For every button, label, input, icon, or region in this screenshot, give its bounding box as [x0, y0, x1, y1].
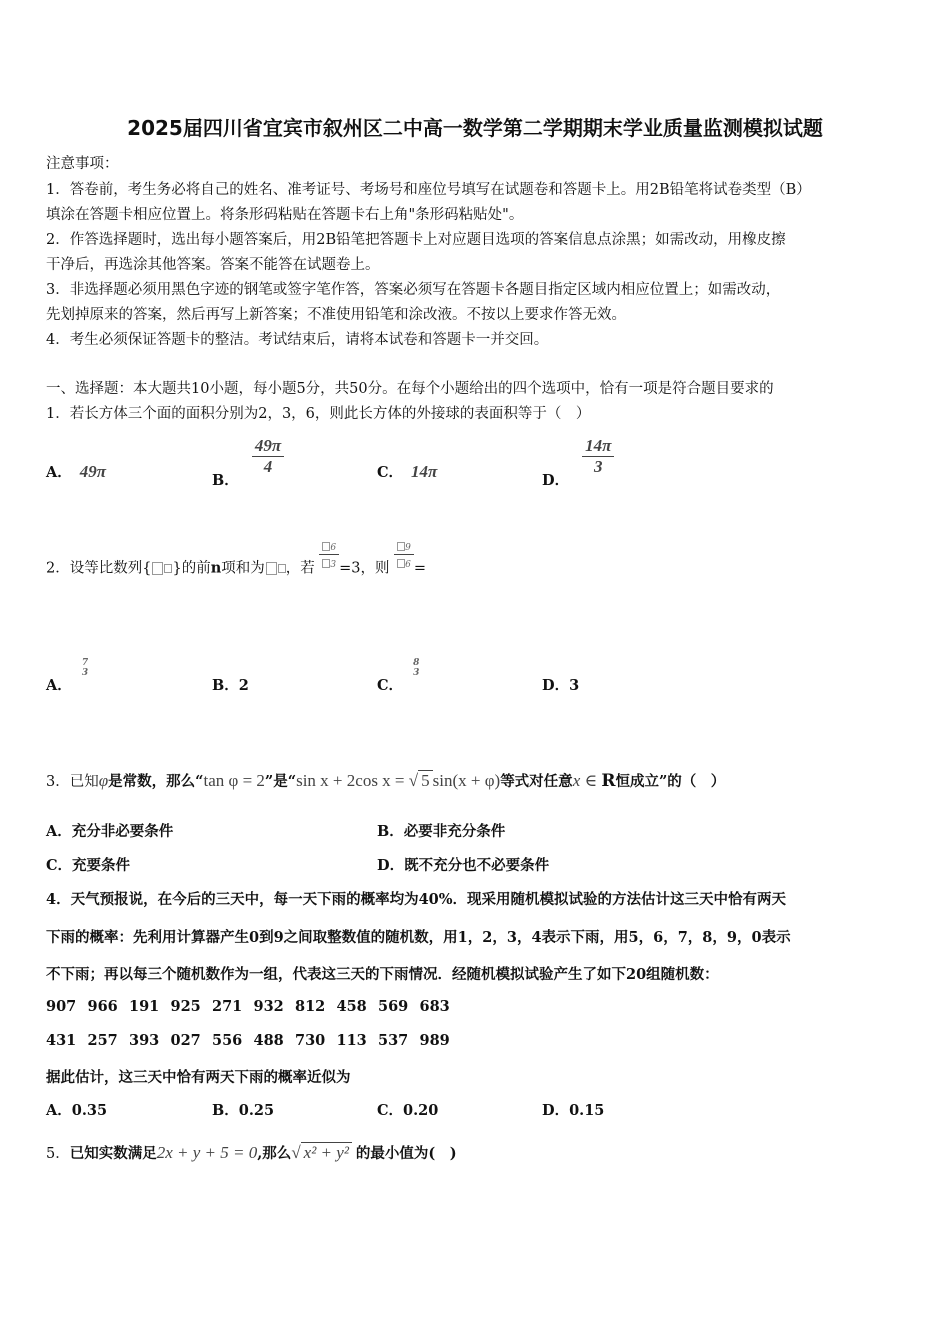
q4-line-3: 不下雨；再以每三个随机数作为一组，代表这三天的下雨情况．经随机模拟试验产生了如下20组随机数：	[46, 966, 719, 983]
q3-option-d: D．既不充分也不必要条件	[377, 857, 550, 874]
q3-option-c: C．充要条件	[46, 857, 131, 874]
notice-line-5: 3．非选择题必须用黑色字迹的钢笔或签字笔作答，答案必须写在答题卡各题目指定区域内相应位置上；如需改动，	[46, 282, 781, 298]
q1-option-a: A． 49π	[46, 462, 107, 481]
q2-option-b: B．2	[212, 677, 249, 694]
q1-option-d: D． $\frac{14\pi}{3}$	[542, 436, 614, 477]
q4-option-a: A．0.35	[46, 1102, 108, 1119]
q2-stem: 2．设等比数列{ }的前n项和为 ，若 $\frac{6}{3}$ =3，则 $\frac{9}{6}$ =	[46, 552, 426, 585]
q4-option-d: D．0.15	[542, 1102, 605, 1119]
q4-number-row-2: 431 257 393 027 556 488 730 113 537 989	[46, 1032, 450, 1049]
q1-option-b: B． $\frac{49\pi}{4}$	[212, 436, 284, 477]
notice-line-6: 先划掉原来的答案，然后再写上新答案；不准使用铅笔和涂改液。不按以上要求作答无效。	[46, 307, 626, 323]
section-heading: 一、选择题：本大题共10小题，每小题5分，共50分。在每个小题给出的四个选项中，恰有一项是符合题目要求的	[46, 381, 774, 397]
q5-stem: 5．已知实数满足2x + y + 5 = 0,那么√ x² + y² 的最小值为( )	[46, 1143, 457, 1162]
q1-option-c: C． 14π	[377, 462, 438, 481]
q3-option-b: B．必要非充分条件	[377, 823, 506, 840]
notice-line-3: 2．作答选择题时，选出每小题答案后，用2B铅笔把答题卡上对应题目选项的答案信息点涂黑；如需改动，用橡皮擦	[46, 232, 786, 248]
q3-option-a: A．充分非必要条件	[46, 823, 174, 840]
placeholder-box	[266, 562, 277, 575]
q1-stem: 1．若长方体三个面的面积分别为2，3，6，则此长方体的外接球的表面积等于（ ）	[46, 406, 591, 422]
page-title: 2025届四川省宜宾市叙州区二中高一数学第二学期期末学业质量监测模拟试题	[127, 116, 823, 140]
q4-number-row-1: 907 966 191 925 271 932 812 458 569 683	[46, 998, 450, 1015]
notice-line-4: 干净后，再选涂其他答案。答案不能答在试题卷上。	[46, 257, 380, 273]
q4-option-b: B．0.25	[212, 1102, 275, 1119]
q4-option-c: C．0.20	[377, 1102, 439, 1119]
q4-line-1: 4．天气预报说，在今后的三天中，每一天下雨的概率均为40%．现采用随机模拟试验的方法估计这三天中恰有两天	[46, 891, 787, 908]
notice-line-7: 4．考生必须保证答题卡的整洁。考试结束后，请将本试卷和答题卡一并交回。	[46, 332, 549, 348]
notice-line-2: 填涂在答题卡相应位置上。将条形码粘贴在答题卡右上角"条形码粘贴处"。	[46, 207, 524, 223]
q4-line-2: 下雨的概率：先利用计算器产生0到9之间取整数值的随机数，用1，2，3，4表示下雨，用5，6，7，8，9，0表示	[46, 929, 791, 946]
notice-heading: 注意事项：	[46, 156, 119, 172]
notice-line-1: 1．答卷前，考生务必将自己的姓名、准考证号、考场号和座位号填写在试题卷和答题卡上。用2B铅笔将试卷类型（B）	[46, 182, 811, 198]
placeholder-box	[152, 562, 163, 575]
q2-option-c: C． 8 3	[377, 658, 420, 694]
q2-option-a: A． 7 3	[46, 658, 89, 694]
q3-stem: 3．已知φ是常数，那么“tan φ = 2”是“sin x + 2cos x = √ 5 sin(x + φ)等式对任意x ∈ R恒成立”的（ ）	[46, 771, 726, 791]
q4-estimate: 据此估计，这三天中恰有两天下雨的概率近似为	[46, 1069, 351, 1086]
q2-option-d: D．3	[542, 677, 580, 694]
placeholder-box	[278, 564, 286, 573]
